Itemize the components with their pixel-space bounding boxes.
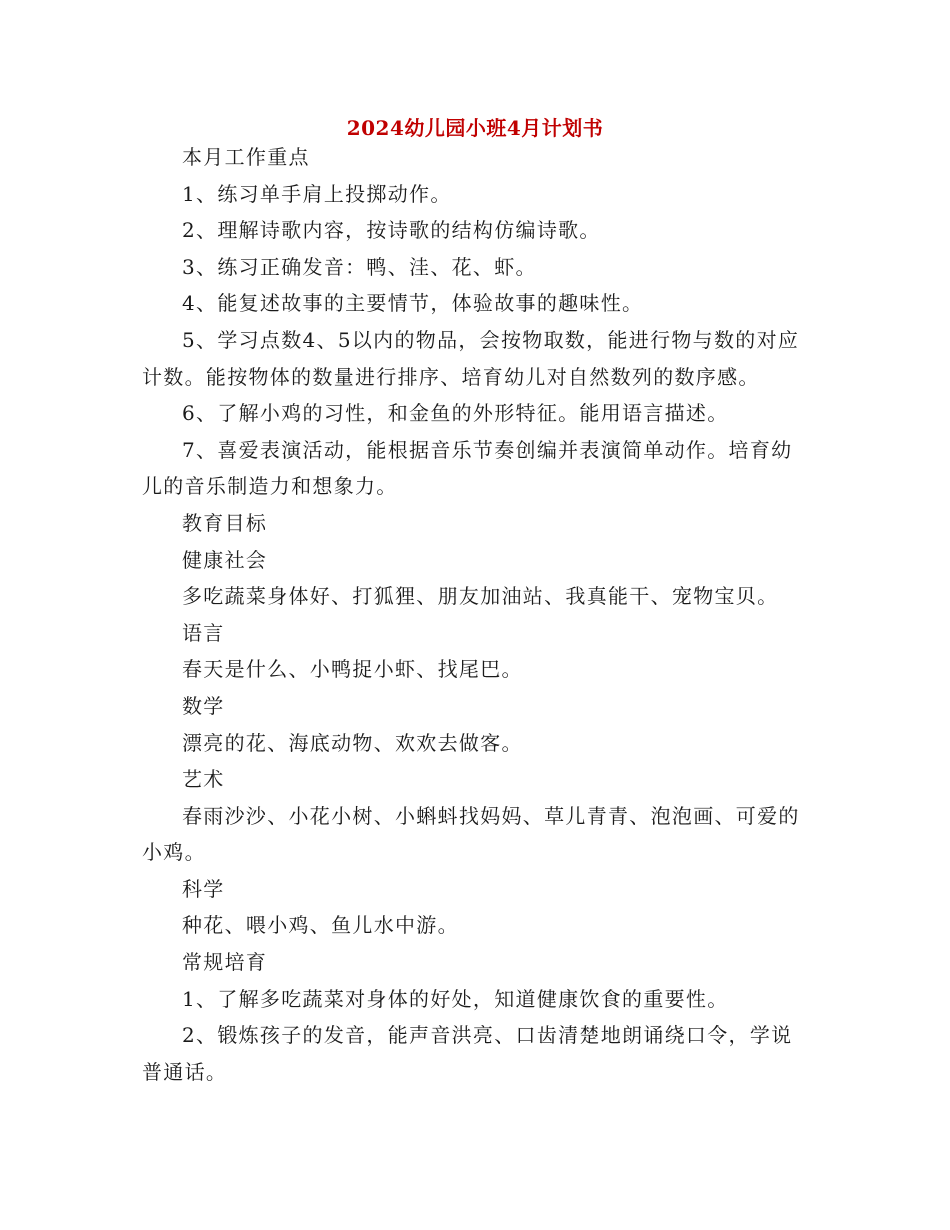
section-heading-routine-training: 常规培育 <box>182 950 268 975</box>
work-focus-item-3: 3、练习正确发音：鸭、洼、花、虾。 <box>182 254 537 279</box>
subheading-science: 科学 <box>182 876 225 901</box>
work-focus-item-2: 2、理解诗歌内容，按诗歌的结构仿编诗歌。 <box>182 218 601 243</box>
subheading-math: 数学 <box>182 693 225 718</box>
subheading-art: 艺术 <box>182 767 225 792</box>
subheading-health-society: 健康社会 <box>182 547 268 572</box>
science-content: 种花、喂小鸡、鱼儿水中游。 <box>182 913 459 938</box>
section-heading-education-goals: 教育目标 <box>182 510 268 535</box>
work-focus-item-7: 7、喜爱表演活动，能根据音乐节奏创编并表演简单动作。培育幼儿的音乐制造力和想象力。 <box>142 437 793 499</box>
subheading-language: 语言 <box>182 620 225 645</box>
work-focus-item-6: 6、了解小鸡的习性，和金鱼的外形特征。能用语言描述。 <box>182 401 729 426</box>
work-focus-item-4: 4、能复述故事的主要情节，体验故事的趣味性。 <box>182 291 644 316</box>
work-focus-item-1: 1、练习单手肩上投掷动作。 <box>182 181 452 206</box>
math-content: 漂亮的花、海底动物、欢欢去做客。 <box>182 730 523 755</box>
document-body <box>142 139 810 1090</box>
routine-item-1: 1、了解多吃蔬菜对身体的好处，知道健康饮食的重要性。 <box>182 986 729 1011</box>
work-focus-item-5: 5、学习点数4、5以内的物品，会按物取数，能进行物与数的对应计数。能按物体的数量进行排序、培育幼儿对自然数列的数序感。 <box>142 327 800 389</box>
art-content: 春雨沙沙、小花小树、小蝌蚪找妈妈、草儿青青、泡泡画、可爱的小鸡。 <box>142 803 800 865</box>
document-title: 2024幼儿园小班4月计划书 <box>346 116 604 140</box>
health-society-content: 多吃蔬菜身体好、打狐狸、朋友加油站、我真能干、宠物宝贝。 <box>182 584 779 609</box>
section-heading-work-focus: 本月工作重点 <box>182 145 310 169</box>
language-content: 春天是什么、小鸭捉小虾、找尾巴。 <box>182 657 523 682</box>
routine-item-2: 2、锻炼孩子的发音，能声音洪亮、口齿清楚地朗诵绕口令，学说普通话。 <box>142 1023 793 1084</box>
